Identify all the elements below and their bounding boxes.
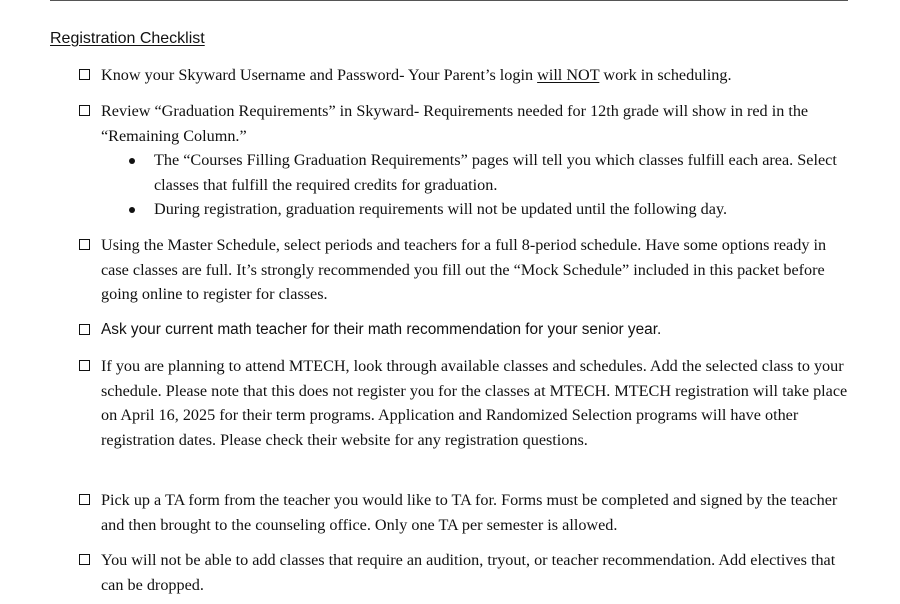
- sub-list: [101, 148, 849, 222]
- checkbox-icon: [79, 324, 90, 335]
- checklist-item-skyward-login: [79, 63, 849, 88]
- checklist-item-graduation-requirements: [79, 99, 849, 222]
- checklist-item-mtech: [79, 354, 849, 452]
- checklist-item-text: Using the Master Schedule, select periods and teachers for a full 8-period schedule. Have some options ready in case classes are full. It’s strongly recommended you fill out the “Mock Schedule” included in this packet before going online to register for classes.: [101, 236, 827, 303]
- checklist-item-text: If you are planning to attend MTECH, look through available classes and schedules. Add the selected class to your schedule. Please note that this does not register you for the classes at MTECH. MTECH registration will take place on April 16, 2025 for their term programs. Application and Randomized Selection programs will have other registration dates. Please check their website for any registration questions.: [101, 357, 848, 449]
- section-heading: Registration Checklist: [50, 30, 205, 47]
- checkbox-icon: [79, 554, 90, 565]
- checkbox-icon: [79, 239, 90, 250]
- checklist-item-master-schedule: [79, 233, 849, 307]
- bullet-icon: [129, 207, 135, 213]
- checkbox-icon: [79, 494, 90, 505]
- checklist-item-electives: [79, 548, 849, 597]
- checklist-item-math-recommendation: [79, 318, 849, 343]
- checklist-item-ta-form: [79, 488, 849, 537]
- checklist-item-text: You will not be able to add classes that require an audition, tryout, or teacher recommendation. Add electives that can be dropped.: [101, 551, 836, 594]
- emphasis-text: will NOT: [537, 66, 600, 84]
- top-divider: [50, 0, 848, 1]
- sub-list-item: The “Courses Filling Graduation Requirements” pages will tell you which classes fulfill each area. Select classes that fulfill the required credits for graduation.: [101, 148, 849, 197]
- checklist-item-text: Know your Skyward Username and Password- Your Parent’s login will NOT work in scheduling.: [101, 66, 732, 84]
- checklist-item-text: Ask your current math teacher for their math recommendation for your senior year.: [101, 321, 662, 338]
- sub-list-item: During registration, graduation requirements will not be updated until the following day.: [101, 197, 849, 222]
- checkbox-icon: [79, 69, 90, 80]
- checklist-item-text: Pick up a TA form from the teacher you would like to TA for. Forms must be completed and signed by the teacher and then brought to the counseling office. Only one TA per semester is allowed.: [101, 491, 838, 534]
- checkbox-icon: [79, 105, 90, 116]
- checklist-item-text: Review “Graduation Requirements” in Skyward- Requirements needed for 12th grade will show in red in the “Remaining Column.”: [101, 102, 809, 145]
- checkbox-icon: [79, 360, 90, 371]
- bullet-icon: [129, 158, 135, 164]
